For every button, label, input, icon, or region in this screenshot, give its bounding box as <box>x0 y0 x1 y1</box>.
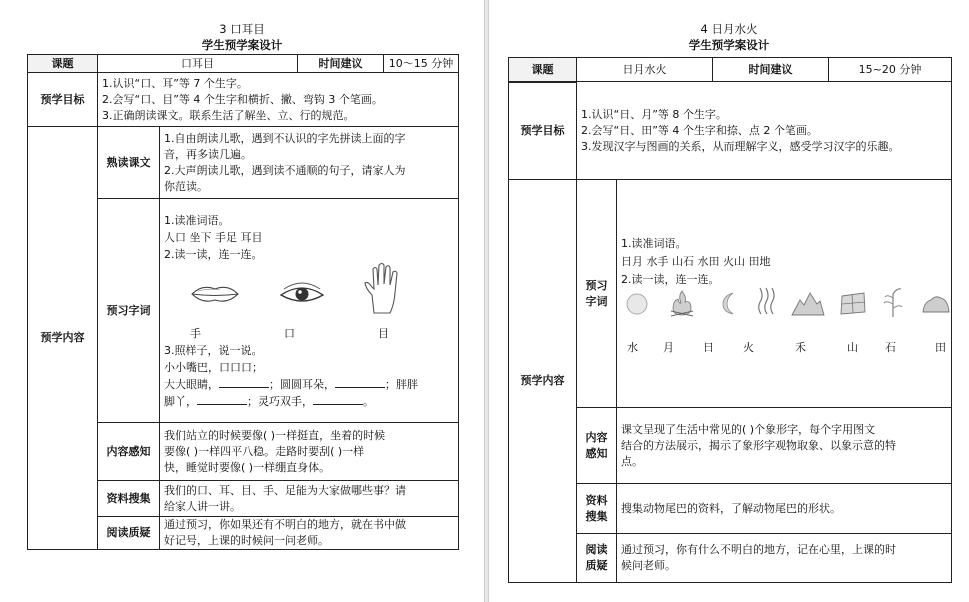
doubt-label: 阅读质疑 <box>577 534 617 582</box>
match-char-mouth: 口 <box>284 327 295 340</box>
time-value: 15~20 分钟 <box>829 58 951 82</box>
goals-label: 预学目标 <box>509 82 577 180</box>
search-label: 资料搜集 <box>577 484 617 534</box>
example-sentence: 小小嘴巴，口口口； <box>164 361 263 374</box>
goals-content <box>98 73 458 127</box>
eye-picture <box>278 279 326 309</box>
topic-label: 课题 <box>509 58 577 82</box>
left-table <box>27 54 459 550</box>
doubt-line: 通过预习，你如果还有不明白的地方，就在书中做 <box>164 518 406 531</box>
words-instruction-2: 2.读一读，连一连。 <box>164 248 263 261</box>
right-lesson-title: 4 日月水火 <box>700 22 758 36</box>
words-label: 预习字词 <box>577 180 617 408</box>
right-page <box>489 0 969 602</box>
topic-value: 日月水火 <box>577 58 713 82</box>
time-label: 时间建议 <box>298 55 384 73</box>
goal-line: 2.会写“日、田”等 4 个生字和捺、点 2 个笔画。 <box>581 123 818 137</box>
vocab-list: 人口 坐下 手足 耳目 <box>164 231 263 244</box>
time-label: 时间建议 <box>713 58 829 82</box>
search-content <box>160 481 458 517</box>
words-content <box>160 199 458 423</box>
goals-content <box>577 82 951 180</box>
words-instruction-1: 1.读准词语。 <box>164 214 230 227</box>
water-picture <box>755 286 777 316</box>
match-char: 水 <box>627 341 638 354</box>
goal-line: 1.认识“口、耳”等 7 个生字。 <box>102 76 248 90</box>
right-subtitle: 学生预学案设计 <box>688 38 770 52</box>
search-line: 给家人讲一讲。 <box>164 499 241 513</box>
time-value: 10～15 分钟 <box>384 55 458 73</box>
doubt-content <box>617 534 951 582</box>
reading-line: 音，再多读几遍。 <box>164 147 252 161</box>
field-picture <box>839 290 867 316</box>
reading-label: 熟读课文 <box>98 127 160 199</box>
goals-label: 预学目标 <box>28 73 98 127</box>
match-char: 日 <box>703 341 714 354</box>
feeling-line: 点。 <box>621 454 643 468</box>
goal-line: 3.发现汉字与图画的关系，从而理解字义，感受学习汉字的乐趣。 <box>581 139 900 153</box>
reading-line: 2.大声朗读儿歌，遇到读不通顺的句子，请家人为 <box>164 163 406 177</box>
search-label: 资料搜集 <box>98 481 160 517</box>
doubt-label: 阅读质疑 <box>98 517 160 549</box>
reading-line: 你范读。 <box>164 179 208 193</box>
grain-picture <box>881 284 905 318</box>
search-line: 我们的口、耳、目、手、足能为大家做哪些事？请 <box>164 483 406 497</box>
fill-blank[interactable] <box>219 377 269 388</box>
feeling-content <box>617 408 951 484</box>
doubt-line: 通过预习，你有什么不明白的地方，记在心里，上课的时 <box>621 543 896 556</box>
feeling-line: 结合的方法展示，揭示了象形字观物取象、以象示意的特 <box>621 438 896 452</box>
match-char-eye: 目 <box>378 327 389 340</box>
reading-content <box>160 127 458 199</box>
feeling-label: 内容感知 <box>98 423 160 481</box>
words-instruction-3: 3.照样子，说一说。 <box>164 344 263 357</box>
doubt-line: 好记号，上课的时候问一问老师。 <box>164 534 329 547</box>
fire-picture <box>667 288 697 318</box>
doubt-content <box>160 517 458 549</box>
feeling-label: 内容感知 <box>577 408 617 484</box>
goal-line: 3.正确朗读课文。联系生活了解坐、立、行的规范。 <box>102 108 355 122</box>
fill-line-1: 大大眼睛， ；圆圆耳朵， ；胖胖 <box>164 378 418 391</box>
vocab-list: 日月 水手 山石 水田 火山 田地 <box>621 255 771 268</box>
words-label: 预习字词 <box>98 199 160 423</box>
match-char: 月 <box>663 341 674 354</box>
right-table <box>508 57 952 583</box>
sun-picture <box>625 292 649 316</box>
reading-line: 1.自由朗读儿歌，遇到不认识的字先拼读上面的字 <box>164 131 406 145</box>
search-line: 搜集动物尾巴的资料，了解动物尾巴的形状。 <box>621 501 841 515</box>
topic-label: 课题 <box>28 55 98 73</box>
left-lesson-title: 3 口耳目 <box>219 22 265 36</box>
goal-line: 1.认识“日、月”等 8 个生字。 <box>581 107 727 121</box>
match-char-hand: 手 <box>190 327 201 340</box>
left-page <box>0 0 484 602</box>
words-instruction-1: 1.读准词语。 <box>621 237 687 250</box>
hand-picture <box>362 261 406 317</box>
mountain-picture <box>791 290 825 316</box>
words-instruction-2: 2.读一读，连一连。 <box>621 273 720 286</box>
match-char: 山 <box>847 341 858 354</box>
mouth-picture <box>190 281 240 307</box>
feeling-line: 快，睡觉时要像( )一样绷直身体。 <box>164 460 331 474</box>
fill-blank[interactable] <box>313 394 363 405</box>
doubt-line: 候问老师。 <box>621 559 676 572</box>
match-char: 石 <box>885 341 896 354</box>
content-label: 预学内容 <box>509 180 577 582</box>
search-content <box>617 484 951 534</box>
content-label: 预学内容 <box>28 127 98 549</box>
match-char: 禾 <box>795 341 806 354</box>
fill-blank[interactable] <box>335 377 385 388</box>
feeling-line: 课文呈现了生活中常见的( )个象形字，每个字用图文 <box>621 422 876 436</box>
match-char: 火 <box>743 341 754 354</box>
feeling-content <box>160 423 458 481</box>
feeling-line: 要像( )一样四平八稳。走路时要刮( )一样 <box>164 444 365 458</box>
stone-picture <box>921 292 951 314</box>
left-subtitle: 学生预学案设计 <box>201 38 283 52</box>
fill-line-2: 脚丫， ；灵巧双手， 。 <box>164 395 374 408</box>
fill-blank[interactable] <box>197 394 247 405</box>
goal-line: 2.会写“口、目”等 4 个生字和横折、撇、弯钩 3 个笔画。 <box>102 92 383 106</box>
moon-picture <box>717 290 741 316</box>
topic-value: 口耳目 <box>98 55 298 73</box>
match-char: 田 <box>935 341 946 354</box>
words-content <box>617 180 951 408</box>
feeling-line: 我们站立的时候要像( )一样挺直，坐着的时候 <box>164 428 386 442</box>
